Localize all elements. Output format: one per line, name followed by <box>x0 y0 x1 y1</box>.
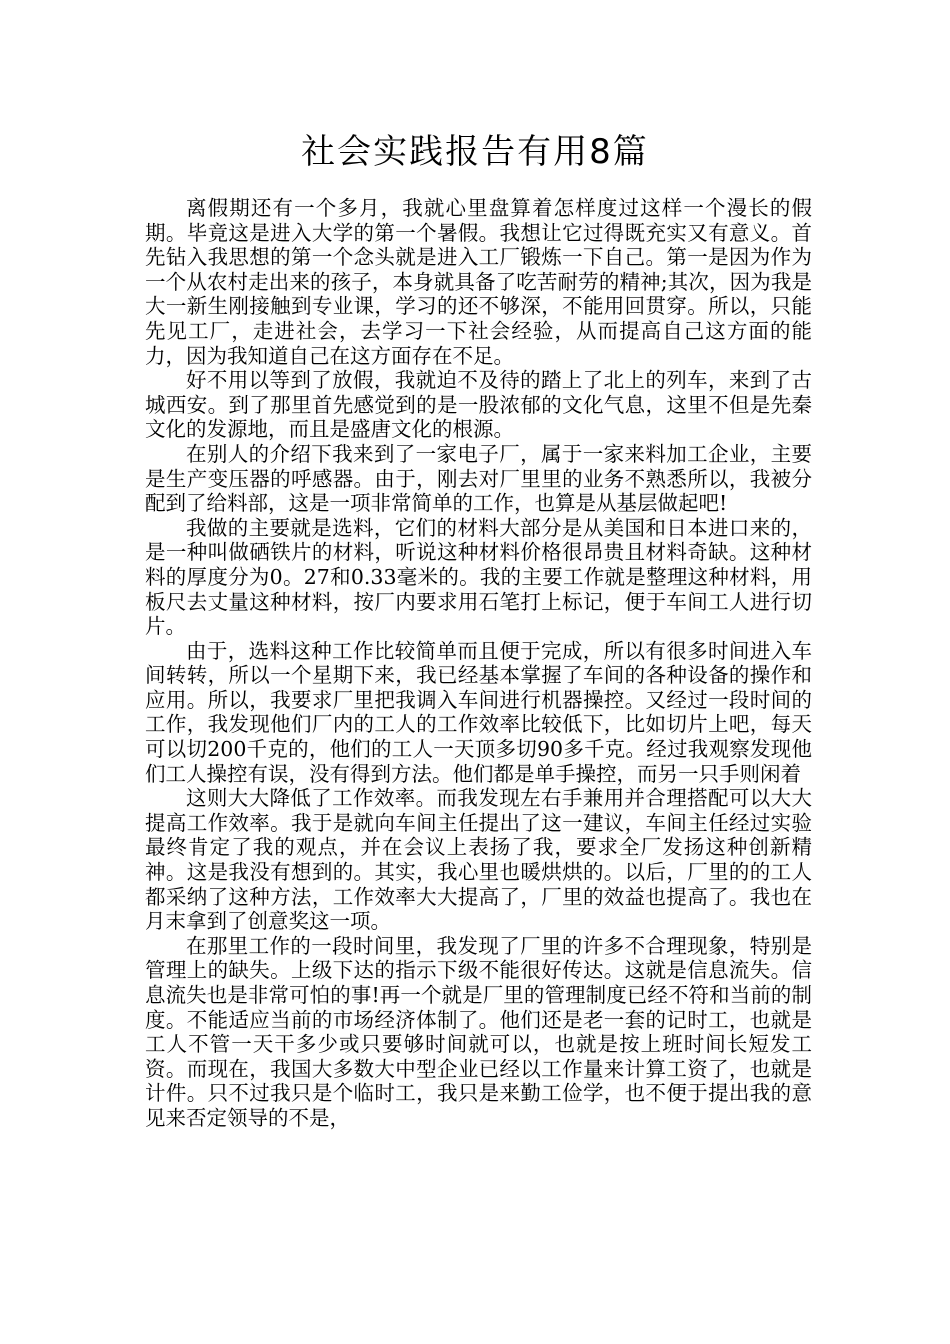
paragraph: 在别人的介绍下我来到了一家电子厂，属于一家来料加工企业，主要是生产变压器的呼感器。由于，刚去对厂里里的业务不熟悉所以，我被分配到了给料部，这是一项非常简单的工作，也算是从基层做起吧! <box>145 441 812 516</box>
paragraph: 离假期还有一个多月，我就心里盘算着怎样度过这样一个漫长的假期。毕竟这是进入大学的第一个暑假。我想让它过得既充实又有意义。首先钻入我思想的第一个念头就是进入工厂锻炼一下自己。第一是因为作为一个从农村走出来的孩子，本身就具备了吃苦耐劳的精神;其次，因为我是大一新生刚接触到专业课，学习的还不够深，不能用回贯穿。所以，只能先见工厂，走进社会，去学习一下社会经验，从而提高自己这方面的能力，因为我知道自己在这方面存在不足。 <box>145 196 812 368</box>
document-body <box>145 196 812 1131</box>
page-title: 社会实践报告有用8篇 <box>301 132 649 172</box>
paragraph: 这则大大降低了工作效率。而我发现左右手兼用并合理搭配可以大大提高工作效率。我于是就向车间主任提出了这一建议，车间主任经过实验最终肯定了我的观点，并在会议上表扬了我，要求全厂发扬这种创新精神。这是我没有想到的。其实，我心里也暖烘烘的。以后，厂里的的工人都采纳了这种方法，工作效率大大提高了，厂里的效益也提高了。我也在月末拿到了创意奖这一项。 <box>145 786 812 934</box>
paragraph: 在那里工作的一段时间里，我发现了厂里的许多不合理现象，特别是管理上的缺失。上级下达的指示下级不能很好传达。这就是信息流失。信息流失也是非常可怕的事!再一个就是厂里的管理制度已经不符和当前的制度。不能适应当前的市场经济体制了。他们还是老一套的记时工，也就是工人不管一天干多少或只要够时间就可以，也就是按上班时间长短发工资。而现在，我国大多数大中型企业已经以工作量来计算工资了，也就是计件。只不过我只是个临时工，我只是来勤工俭学，也不便于提出我的意见来否定领导的不是， <box>145 933 812 1130</box>
paragraph: 我做的主要就是选料，它们的材料大部分是从美国和日本进口来的，是一种叫做硒铁片的材料，听说这种材料价格很昂贵且材料奇缺。这种材料的厚度分为0。27和0.33毫米的。我的主要工作就是整理这种材料，用板尺去丈量这种材料，按厂内要求用石笔打上标记，便于车间工人进行切片。 <box>145 515 812 639</box>
paragraph: 好不用以等到了放假，我就迫不及待的踏上了北上的列车，来到了古城西安。到了那里首先感觉到的是一股浓郁的文化气息，这里不但是先秦文化的发源地，而且是盛唐文化的根源。 <box>145 368 812 442</box>
paragraph: 由于，选料这种工作比较简单而且便于完成，所以有很多时间进入车间转转，所以一个星期下来，我已经基本掌握了车间的各种设备的操作和应用。所以，我要求厂里把我调入车间进行机器操控。又经过一段时间的工作，我发现他们厂内的工人的工作效率比较低下，比如切片上吧，每天可以切200千克的，他们的工人一天顶多切90多千克。经过我观察发现他们工人操控有误，没有得到方法。他们都是单手操控，而另一只手则闲着 <box>145 638 812 786</box>
